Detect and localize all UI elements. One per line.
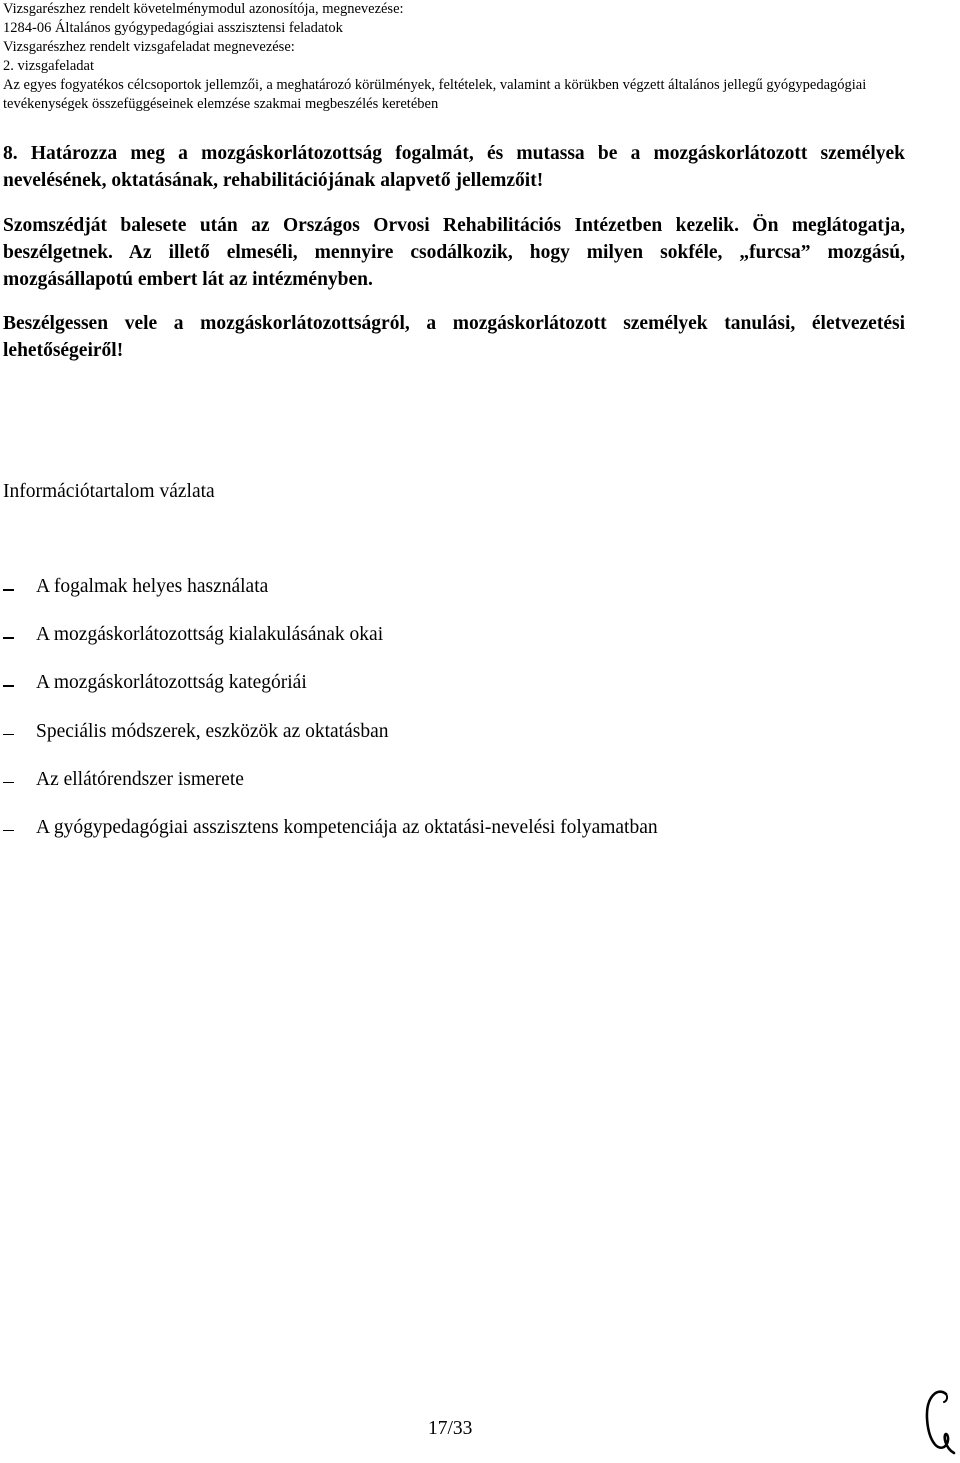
list-item [3,621,943,648]
list-item [3,573,943,600]
list-item-text: Speciális módszerek, eszközök az oktatásban [36,720,389,742]
handwritten-signature-icon [920,1384,960,1456]
task-heading: 8. Határozza meg a mozgáskorlátozottság fogalmát, és mutassa be a mozgáskorlátozott személyek nevelésének, oktatásának, rehabilitációjának alapvető jellemzőit! [3,143,905,191]
info-outline-list [3,573,943,862]
page-number: 17/33 [428,1418,473,1439]
info-outline-title: Információtartalom vázlata [3,481,215,502]
header-module-value: 1284-06 Általános gyógypedagógiai asszisztensi feladatok [3,20,343,36]
list-item-text: A mozgáskorlátozottság kategóriái [36,672,307,694]
task-instruction: Beszélgessen vele a mozgáskorlátozottságról, a mozgáskorlátozott személyek tanulási, életvezetési lehetőségeiről! [3,313,905,361]
header-description-line-2: tevékenységek összefüggéseinek elemzése szakmai megbeszélés keretében [3,96,439,112]
dash-bullet-icon [3,782,14,784]
document-header [3,0,953,114]
dash-bullet-icon [3,637,14,639]
list-item-text: A mozgáskorlátozottság kialakulásának okai [36,624,384,646]
list-item-text: A gyógypedagógiai asszisztens kompetenciája az oktatási-nevelési folyamatban [36,816,658,838]
dash-bullet-icon [3,830,14,832]
list-item-text: Az ellátórendszer ismerete [36,768,244,790]
task-section [3,140,905,364]
list-item-text: A fogalmak helyes használata [36,576,269,597]
dash-bullet-icon [3,685,14,687]
list-item [3,718,943,745]
task-scenario: Szomszédját balesete után az Országos Orvosi Rehabilitációs Intézetben kezelik. Ön meglátogatja, beszélgetnek. Az illető elmeséli, mennyire csodálkozik, hogy milyen sokféle, „furcsa” mozgású, mozgásállapotú embert lát az intézményben. [3,215,905,290]
header-task-value: 2. vizsgafeladat [3,58,94,74]
header-description-line-1: Az egyes fogyatékos célcsoportok jellemzői, a meghatározó körülmények, feltételek, valamint a körükben végzett általános jellegű gyógypedagógiai [3,77,867,93]
list-item [3,669,943,696]
list-item [3,766,943,793]
header-task-label: Vizsgarészhez rendelt vizsgafeladat megnevezése: [3,39,295,55]
dash-bullet-icon [3,589,14,591]
list-item [3,814,943,841]
header-module-label: Vizsgarészhez rendelt követelménymodul azonosítója, megnevezése: [3,1,404,17]
dash-bullet-icon [3,734,14,736]
